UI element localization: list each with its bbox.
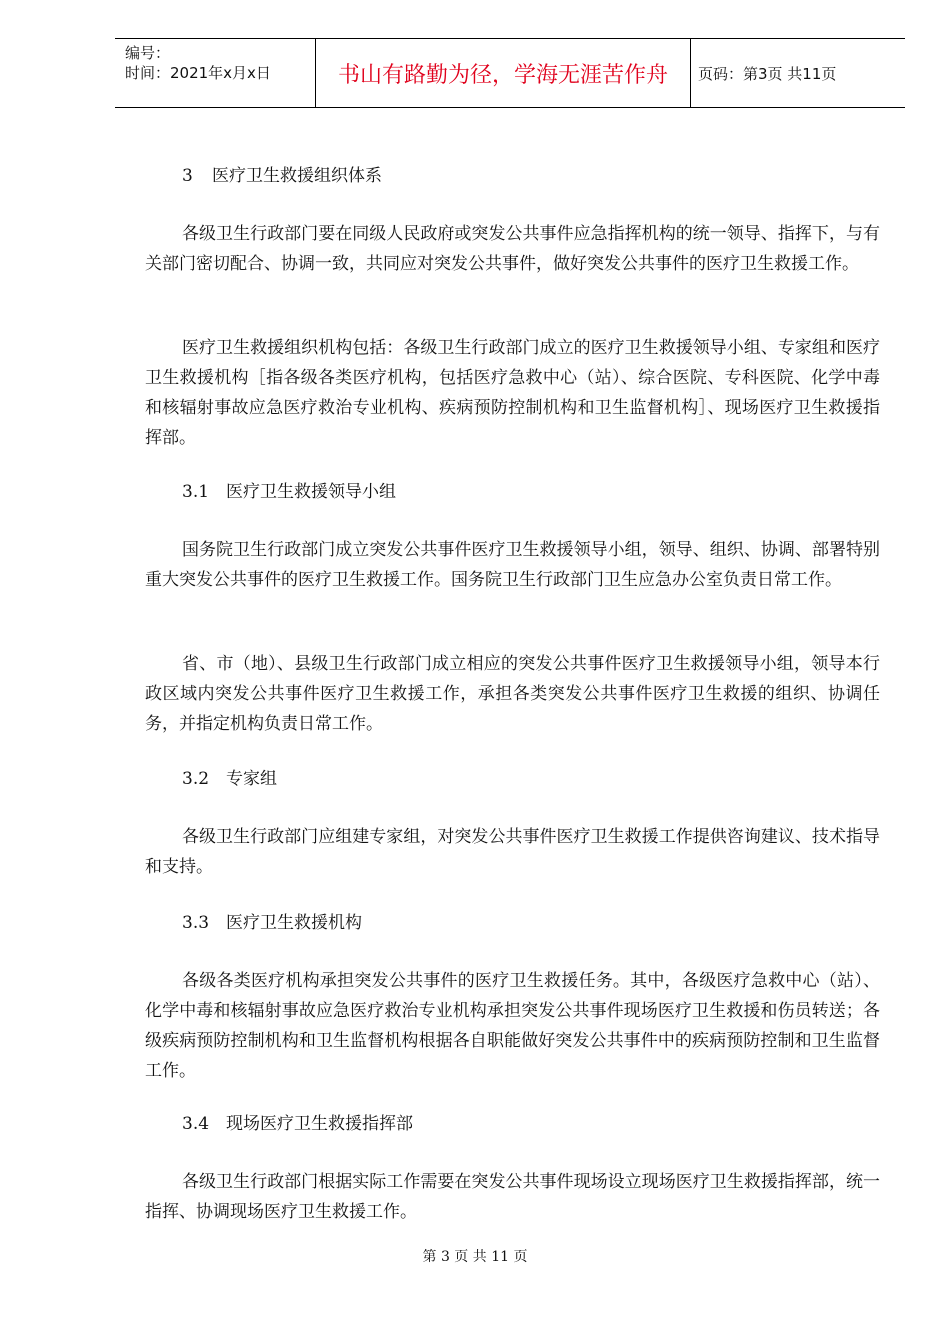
heading-number: 3.1 — [182, 482, 210, 502]
heading-3-3 — [182, 909, 362, 937]
heading-number: 3.3 — [182, 913, 210, 933]
heading-title: 医疗卫生救援领导小组 — [226, 482, 396, 502]
heading-3-4 — [182, 1110, 413, 1138]
paragraph: 各级各类医疗机构承担突发公共事件的医疗卫生救援任务。其中，各级医疗急救中心（站）、化学中毒和核辐射事故应急医疗救治专业机构承担突发公共事件现场医疗卫生救援和伤员转送；各级疾病预防控制机构和卫生监督机构根据各自职能做好突发公共事件中的疾病预防控制和卫生监督工作。 — [145, 971, 880, 1081]
page-header — [115, 38, 905, 108]
paragraph: 国务院卫生行政部门成立突发公共事件医疗卫生救援领导小组，领导、组织、协调、部署特别重大突发公共事件的医疗卫生救援工作。国务院卫生行政部门卫生应急办公室负责日常工作。 — [145, 540, 880, 590]
header-page-cell — [689, 39, 905, 107]
header-meta — [115, 39, 315, 107]
heading-title: 专家组 — [226, 769, 277, 789]
paragraph: 各级卫生行政部门要在同级人民政府或突发公共事件应急指挥机构的统一领导、指挥下，与有关部门密切配合、协调一致，共同应对突发公共事件，做好突发公共事件的医疗卫生救援工作。 — [145, 224, 880, 274]
page-footer: 第 3 页 共 11 页 — [422, 1249, 528, 1265]
paragraph: 医疗卫生救援组织机构包括：各级卫生行政部门成立的医疗卫生救援领导小组、专家组和医疗卫生救援机构［指各级各类医疗机构，包括医疗急救中心（站）、综合医院、专科医院、化学中毒和核辐射事故应急医疗救治专业机构、疾病预防控制机构和卫生监督机构］、现场医疗卫生救援指挥部。 — [145, 338, 880, 448]
motto: 书山有路勤为径，学海无涯苦作舟 — [337, 62, 668, 88]
paragraph: 各级卫生行政部门应组建专家组，对突发公共事件医疗卫生救援工作提供咨询建议、技术指导和支持。 — [145, 827, 880, 877]
heading-title: 现场医疗卫生救援指挥部 — [226, 1114, 413, 1134]
header-motto-cell — [315, 39, 691, 107]
heading-number: 3.4 — [182, 1114, 210, 1134]
heading-3-2 — [182, 765, 277, 793]
number-label: 编号： — [125, 44, 171, 62]
heading-number: 3.2 — [182, 769, 210, 789]
heading-title: 医疗卫生救援机构 — [226, 913, 362, 933]
paragraph: 各级卫生行政部门根据实际工作需要在突发公共事件现场设立现场医疗卫生救援指挥部，统一指挥、协调现场医疗卫生救援工作。 — [145, 1172, 880, 1222]
heading-3 — [182, 162, 382, 190]
heading-title: 医疗卫生救援组织体系 — [212, 166, 382, 186]
date-label: 时间：2021年x月x日 — [125, 64, 271, 82]
paragraph: 省、市（地）、县级卫生行政部门成立相应的突发公共事件医疗卫生救援领导小组，领导本行政区域内突发公共事件医疗卫生救援工作，承担各类突发公共事件医疗卫生救援的组织、协调任务，并指定机构负责日常工作。 — [145, 654, 880, 734]
heading-number: 3 — [182, 166, 193, 186]
heading-3-1 — [182, 478, 396, 506]
page-code: 页码：第3页 共11页 — [698, 64, 837, 83]
